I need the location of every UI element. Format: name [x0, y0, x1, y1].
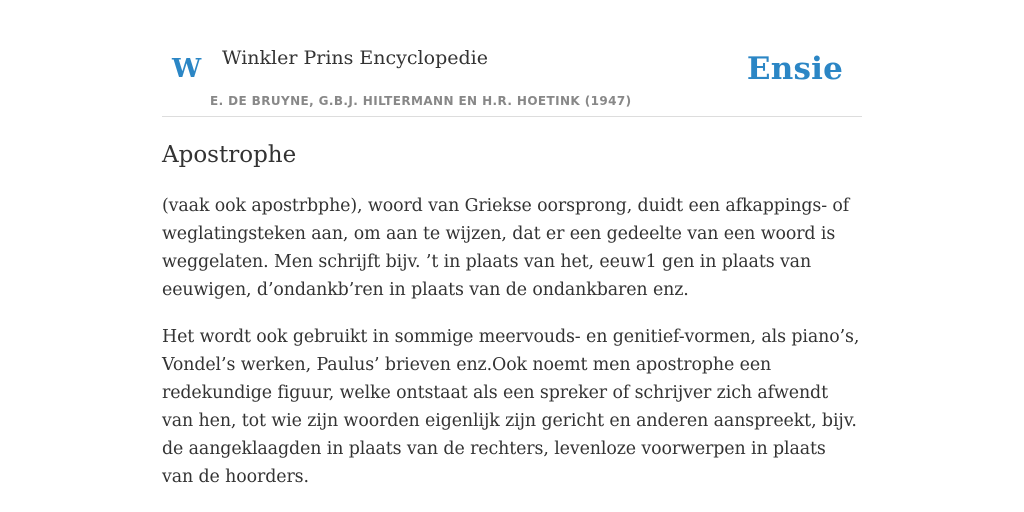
entry-title: Apostrophe [162, 142, 297, 168]
site-header [162, 0, 862, 117]
encyclopedia-logo-icon[interactable]: W [172, 54, 202, 84]
entry-paragraph: Het wordt ook gebruikt in sommige meervouds- en genitief-vormen, als piano’s, Vondel’s werken, Paulus’ brieven enz.Ook noemt men apostrophe een redekundige figuur, welke ontstaat als een spreker of schrijver zich afwendt van hen, tot wie zijn woorden eigenlijk zijn gericht en anderen aanspreekt, bijv. de aangeklaagden in plaats van de rechters, levenloze voorwerpen in plaats van de hoorders. [162, 327, 860, 487]
entry-paragraph: (vaak ook apostrbphe), woord van Griekse oorsprong, duidt een afkappings- of weglatingsteken aan, om aan te wijzen, dat er een gedeelte van een woord is weggelaten. Men schrijft bijv. ’t in plaats van het, eeuw1 gen in plaats van eeuwigen, d’ondankb’ren in plaats van de ondankbaren enz. [162, 196, 850, 300]
entry-body [162, 192, 862, 510]
encyclopedia-title[interactable]: Winkler Prins Encyclopedie [222, 47, 488, 69]
authors-line: E. DE BRUYNE, G.B.J. HILTERMANN EN H.R. HOETINK (1947) [210, 94, 632, 108]
page [162, 0, 862, 487]
ensie-logo[interactable]: Ensie [746, 51, 843, 87]
